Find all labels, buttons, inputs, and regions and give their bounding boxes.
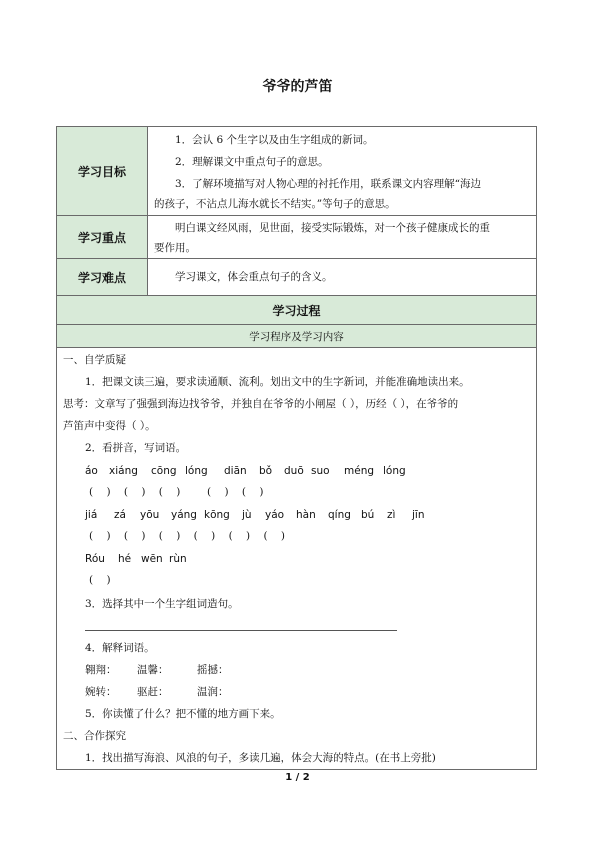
pinyin-row-1 — [85, 465, 465, 479]
pinyin-row-3 — [85, 553, 285, 567]
pinyin: áo — [85, 465, 98, 477]
pinyin: bú — [361, 509, 375, 521]
pinyin: hàn — [296, 509, 316, 521]
pinyin: lóng — [383, 465, 406, 477]
pinyin: Róu — [85, 553, 105, 565]
pinyin: yáng — [171, 509, 197, 521]
difficulties-label: 学习难点 — [77, 270, 126, 285]
pinyin: yáo — [265, 509, 285, 521]
brackets-row-1: ( ) ( ) ( ) ( ) ( ) — [89, 486, 264, 498]
section1-think-1: 思考：文章写了强强到海边找爷爷，并独自在爷爷的小闸屋（ ），历经（ ），在爷爷的 — [63, 398, 459, 410]
pinyin: hé — [118, 553, 132, 565]
pinyin: zá — [114, 509, 126, 521]
words-row-1 — [85, 659, 385, 681]
words-row-2 — [85, 681, 385, 703]
section1-q3: 3．选择其中一个生字组词造句。 — [85, 598, 239, 610]
pinyin: duō — [284, 465, 304, 477]
section2-heading: 二、合作探究 — [63, 730, 126, 742]
pinyin: jīn — [412, 509, 425, 521]
pinyin: suo — [311, 465, 330, 477]
pinyin: jiá — [85, 509, 98, 521]
process-header: 学习过程 — [272, 303, 321, 318]
pinyin: jù — [242, 509, 252, 521]
process-subheader: 学习程序及学习内容 — [249, 330, 344, 343]
objective-3-cont: 的孩子，不沾点儿海水就长不结实。”等句子的意思。 — [154, 198, 396, 210]
word-item: 驱赶： — [137, 686, 169, 698]
section1-heading: 一、自学质疑 — [63, 354, 126, 366]
key-points-line-2: 要作用。 — [154, 242, 196, 254]
word-item: 婉转： — [85, 686, 117, 698]
pinyin: diān — [224, 465, 247, 477]
brackets-row-3: ( ) — [89, 574, 111, 586]
section1-q1: 1．把课文读三遍，要求读通顺、流利。划出文中的生字新词，并能准确地读出来。 — [85, 376, 470, 388]
section1-q5: 5．你读懂了什么？把不懂的地方画下来。 — [85, 708, 281, 720]
pinyin: wēn — [141, 553, 163, 565]
word-item: 温馨： — [137, 664, 169, 676]
word-item: 温润： — [197, 686, 229, 698]
word-item: 翱翔： — [85, 664, 117, 676]
brackets-row-2: ( ) ( ) ( ) ( ) ( ) ( ) — [89, 530, 286, 542]
page-number: 1 / 2 — [285, 772, 310, 783]
pinyin: xiáng — [109, 465, 138, 477]
pinyin-row-2 — [85, 509, 505, 523]
difficulties-text: 学习课文，体会重点句子的含义。 — [175, 271, 333, 283]
section1-q2: 2．看拼音，写词语。 — [85, 442, 187, 454]
section1-q4: 4．解释词语。 — [85, 642, 155, 654]
pinyin: lóng — [185, 465, 208, 477]
objective-1: 1．会认 6 个生字以及由生字组成的新词。 — [175, 134, 374, 146]
pinyin: rùn — [169, 553, 187, 565]
pinyin: méng — [344, 465, 375, 477]
objective-2: 2．理解课文中重点句子的意思。 — [175, 156, 329, 168]
pinyin: yōu — [140, 509, 160, 521]
objective-3: 3．了解环境描写对人物心理的衬托作用，联系课文内容理解“海边 — [175, 178, 482, 190]
pinyin: kōng — [204, 509, 230, 521]
pinyin: zì — [387, 509, 396, 521]
answer-line — [85, 630, 397, 631]
word-item: 摇撼： — [197, 664, 229, 676]
pinyin: qíng — [328, 509, 351, 521]
section2-q1: 1．找出描写海浪、风浪的句子，多读几遍，体会大海的特点。(在书上旁批) — [85, 752, 436, 764]
section1-think-2: 芦笛声中变得（ ）。 — [63, 420, 156, 432]
key-points-label: 学习重点 — [77, 230, 126, 245]
page-title: 爷爷的芦笛 — [262, 79, 333, 95]
objectives-label: 学习目标 — [77, 164, 126, 179]
pinyin: cōng — [151, 465, 177, 477]
pinyin: bǒ — [259, 465, 273, 477]
key-points-line-1: 明白课文经风雨，见世面，接受实际锻炼，对一个孩子健康成长的重 — [175, 222, 490, 234]
study-table — [56, 126, 537, 770]
